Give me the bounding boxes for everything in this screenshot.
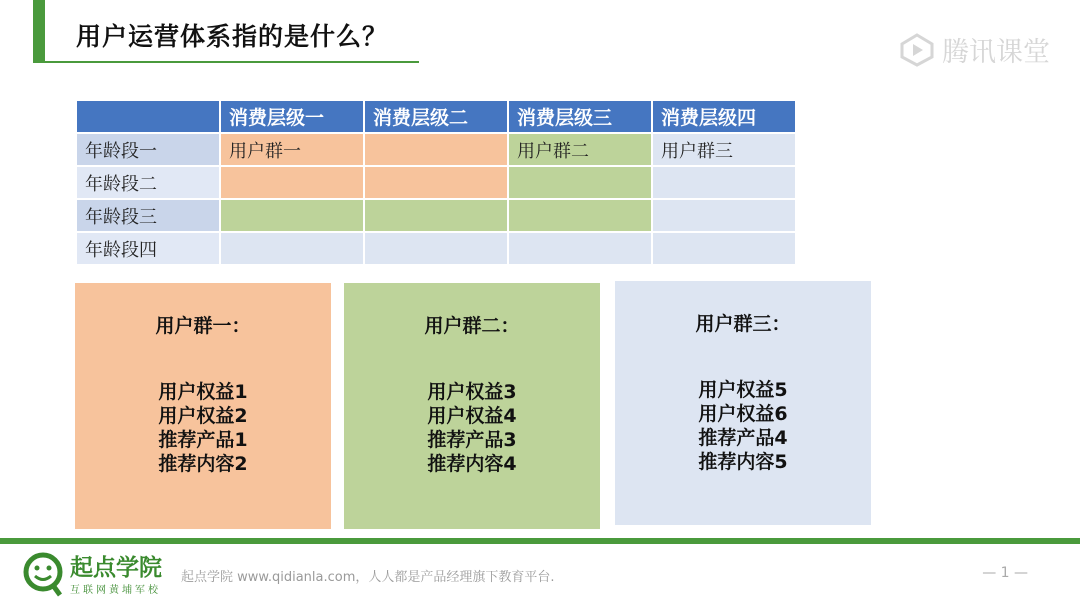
user-group-one-card <box>75 283 331 529</box>
slide-title: 用户运营体系指的是什么？ <box>76 22 389 51</box>
table-cell <box>365 200 507 231</box>
page-number: — 1 — <box>982 565 1028 581</box>
table-cell: 用户群三 <box>653 134 795 165</box>
card-items <box>615 378 871 474</box>
table-row <box>77 233 795 264</box>
table-cell <box>221 233 363 264</box>
row-label: 年龄段二 <box>77 167 219 198</box>
card-item: 推荐产品1 <box>158 429 248 451</box>
table-header-row <box>77 101 795 132</box>
table-cell <box>365 134 507 165</box>
user-group-two-card <box>344 283 600 529</box>
user-group-three-card <box>615 281 871 525</box>
title-accent-bar <box>33 0 45 62</box>
table-cell <box>653 200 795 231</box>
card-items <box>344 380 600 476</box>
card-item: 推荐内容4 <box>427 453 517 475</box>
table-cell <box>221 200 363 231</box>
card-item: 用户权益1 <box>158 381 248 403</box>
row-label: 年龄段四 <box>77 233 219 264</box>
table-cell: 用户群一 <box>221 134 363 165</box>
watermark-text: 腾讯课堂 <box>942 37 1050 68</box>
table-cell <box>653 233 795 264</box>
smiley-logo-icon <box>22 552 64 598</box>
column-header: 消费层级一 <box>221 101 363 132</box>
logo-tagline: 互联网黄埔军校 <box>70 584 161 596</box>
table-row <box>77 134 795 165</box>
card-title: 用户群一： <box>155 315 251 337</box>
row-label: 年龄段一 <box>77 134 219 165</box>
card-item: 推荐内容5 <box>698 451 788 473</box>
segmentation-table <box>75 99 797 266</box>
table-row <box>77 167 795 198</box>
table-cell <box>365 167 507 198</box>
card-item: 用户权益4 <box>427 405 517 427</box>
table-cell <box>509 200 651 231</box>
card-item: 推荐内容2 <box>158 453 248 475</box>
table-corner <box>77 101 219 132</box>
qidian-logo <box>22 552 162 598</box>
title-underline <box>33 61 419 63</box>
card-item: 推荐产品3 <box>427 429 517 451</box>
table-cell <box>653 167 795 198</box>
card-title: 用户群三： <box>695 313 791 335</box>
table-cell <box>365 233 507 264</box>
footer-divider <box>0 538 1080 544</box>
card-item: 用户权益5 <box>698 379 788 401</box>
table-cell <box>509 167 651 198</box>
column-header: 消费层级四 <box>653 101 795 132</box>
column-header: 消费层级三 <box>509 101 651 132</box>
footer-caption: 起点学院 www.qidianla.com，人人都是产品经理旗下教育平台. <box>181 570 555 585</box>
table-cell: 用户群二 <box>509 134 651 165</box>
tencent-classroom-watermark <box>900 30 1050 69</box>
card-title: 用户群二： <box>424 315 520 337</box>
table-cell <box>509 233 651 264</box>
row-label: 年龄段三 <box>77 200 219 231</box>
logo-name: 起点学院 <box>70 554 162 581</box>
card-item: 用户权益6 <box>698 403 788 425</box>
table-cell <box>221 167 363 198</box>
card-item: 用户权益3 <box>427 381 517 403</box>
card-items <box>75 380 331 476</box>
card-item: 用户权益2 <box>158 405 248 427</box>
table-row <box>77 200 795 231</box>
watermark-logo-icon <box>900 33 934 67</box>
column-header: 消费层级二 <box>365 101 507 132</box>
card-item: 推荐产品4 <box>698 427 788 449</box>
